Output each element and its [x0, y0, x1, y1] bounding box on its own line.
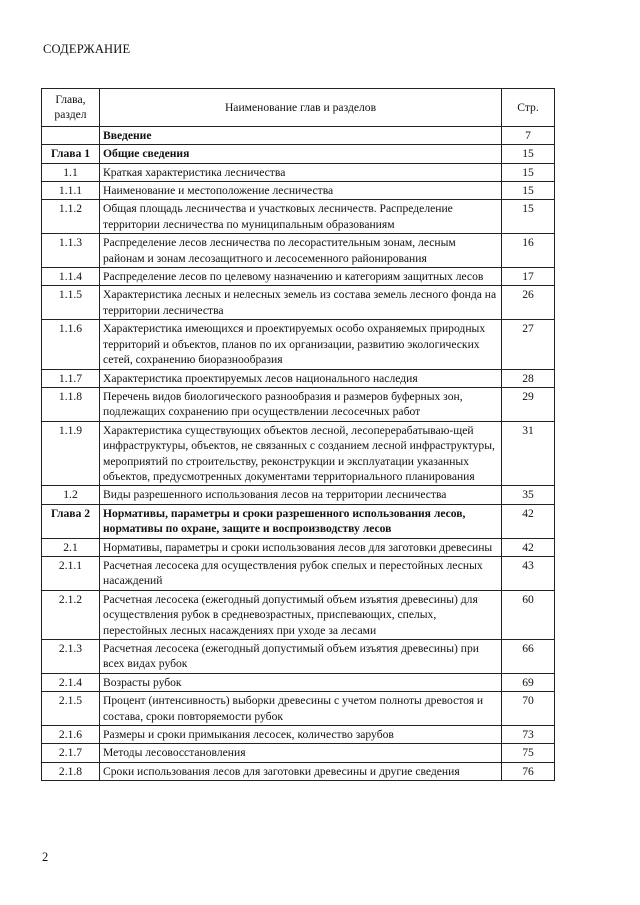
section-page: 70	[502, 692, 555, 726]
section-number: 1.1.4	[42, 268, 100, 286]
table-row	[42, 126, 555, 144]
section-page: 31	[502, 421, 555, 486]
section-number: 2.1.1	[42, 556, 100, 590]
section-title: Расчетная лесосека (ежегодный допустимый объем изъятия древесины) при всех видах рубок	[100, 640, 502, 674]
section-number: 2.1.2	[42, 590, 100, 639]
table-row	[42, 726, 555, 744]
section-number: 2.1	[42, 538, 100, 556]
section-number	[42, 126, 100, 144]
table-row	[42, 692, 555, 726]
section-page: 42	[502, 538, 555, 556]
section-number: 2.1.3	[42, 640, 100, 674]
section-page: 7	[502, 126, 555, 144]
section-title: Распределение лесов по целевому назначению и категориям защитных лесов	[100, 268, 502, 286]
section-page: 60	[502, 590, 555, 639]
section-number: 1.1.9	[42, 421, 100, 486]
section-page: 16	[502, 234, 555, 268]
table-of-contents	[41, 88, 555, 781]
section-page: 17	[502, 268, 555, 286]
section-number: 2.1.4	[42, 673, 100, 691]
section-page: 69	[502, 673, 555, 691]
section-page: 73	[502, 726, 555, 744]
table-row	[42, 200, 555, 234]
section-title: Краткая характеристика лесничества	[100, 163, 502, 181]
section-title: Перечень видов биологического разнообразия и размеров буферных зон, подлежащих сохранению при осуществлении лесосечных работ	[100, 387, 502, 421]
table-row	[42, 486, 555, 504]
column-header-chapter: Глава, раздел	[42, 89, 100, 127]
section-number: 1.1.3	[42, 234, 100, 268]
section-page: 43	[502, 556, 555, 590]
section-title: Наименование и местоположение лесничества	[100, 182, 502, 200]
section-page: 15	[502, 145, 555, 163]
column-header-title: Наименование глав и разделов	[100, 89, 502, 127]
table-row	[42, 421, 555, 486]
table-row	[42, 640, 555, 674]
section-title: Процент (интенсивность) выборки древесины с учетом полноты древостоя и состава, сроки повторяемости рубок	[100, 692, 502, 726]
section-page: 66	[502, 640, 555, 674]
section-number: 2.1.7	[42, 744, 100, 762]
section-title: Сроки использования лесов для заготовки древесины и другие сведения	[100, 762, 502, 780]
section-title: Характеристика имеющихся и проектируемых особо охраняемых природных территорий и объектов, планов по их организации, развитию экологических сетей, сохранению биоразнообразия	[100, 320, 502, 369]
section-title: Характеристика существующих объектов лесной, лесоперерабатываю-щей инфраструктуры, объектов, не связанных с созданием лесной инфраструктуры, мероприятий по строительству, реконструкции и эксплуатации указанных объектов, предусмотренных документами территориального планирования	[100, 421, 502, 486]
section-title: Общая площадь лесничества и участковых лесничеств. Распределение территории лесничества по муниципальным образованиям	[100, 200, 502, 234]
section-page: 35	[502, 486, 555, 504]
section-page: 26	[502, 286, 555, 320]
section-title: Возрасты рубок	[100, 673, 502, 691]
page-title: СОДЕРЖАНИЕ	[43, 42, 131, 56]
section-title: Виды разрешенного использования лесов на территории лесничества	[100, 486, 502, 504]
section-title: Введение	[100, 126, 502, 144]
section-title: Методы лесовосстановления	[100, 744, 502, 762]
section-number: Глава 2	[42, 504, 100, 538]
table-row	[42, 762, 555, 780]
section-number: 1.2	[42, 486, 100, 504]
section-page: 76	[502, 762, 555, 780]
table-row	[42, 145, 555, 163]
table-row	[42, 538, 555, 556]
section-title: Распределение лесов лесничества по лесорастительным зонам, лесным районам и зонам лесозащитного и лесосеменного районирования	[100, 234, 502, 268]
section-title: Расчетная лесосека для осуществления рубок спелых и перестойных лесных насаждений	[100, 556, 502, 590]
column-header-page: Стр.	[502, 89, 555, 127]
table-row	[42, 504, 555, 538]
section-number: 1.1.1	[42, 182, 100, 200]
section-title: Расчетная лесосека (ежегодный допустимый объем изъятия древесины) для осуществления рубок в средневозрастных, приспевающих, спелых, перестойных лесных насаждениях при уходе за лесами	[100, 590, 502, 639]
section-title: Нормативы, параметры и сроки разрешенного использования лесов, нормативы по охране, защите и воспроизводству лесов	[100, 504, 502, 538]
table-header-row	[42, 89, 555, 127]
page-number: 2	[42, 850, 49, 864]
table-row	[42, 387, 555, 421]
table-row	[42, 268, 555, 286]
section-number: 1.1.2	[42, 200, 100, 234]
section-page: 29	[502, 387, 555, 421]
table-row	[42, 163, 555, 181]
section-number: 2.1.6	[42, 726, 100, 744]
table-row	[42, 234, 555, 268]
section-page: 15	[502, 163, 555, 181]
table-row	[42, 673, 555, 691]
section-number: 1.1	[42, 163, 100, 181]
section-page: 15	[502, 200, 555, 234]
table-row	[42, 286, 555, 320]
table-row	[42, 182, 555, 200]
section-page: 75	[502, 744, 555, 762]
section-number: 1.1.7	[42, 369, 100, 387]
section-title: Характеристика проектируемых лесов национального наследия	[100, 369, 502, 387]
section-page: 42	[502, 504, 555, 538]
section-title: Общие сведения	[100, 145, 502, 163]
section-title: Нормативы, параметры и сроки использования лесов для заготовки древесины	[100, 538, 502, 556]
table-row	[42, 320, 555, 369]
table-row	[42, 556, 555, 590]
section-page: 15	[502, 182, 555, 200]
section-page: 28	[502, 369, 555, 387]
table-row	[42, 590, 555, 639]
section-number: 1.1.6	[42, 320, 100, 369]
table-row	[42, 369, 555, 387]
section-title: Характеристика лесных и нелесных земель из состава земель лесного фонда на территории лесничества	[100, 286, 502, 320]
section-number: 1.1.5	[42, 286, 100, 320]
table-body	[42, 126, 555, 780]
section-number: 1.1.8	[42, 387, 100, 421]
section-title: Размеры и сроки примыкания лесосек, количество зарубов	[100, 726, 502, 744]
section-number: 2.1.8	[42, 762, 100, 780]
section-number: Глава 1	[42, 145, 100, 163]
section-page: 27	[502, 320, 555, 369]
table-row	[42, 744, 555, 762]
section-number: 2.1.5	[42, 692, 100, 726]
